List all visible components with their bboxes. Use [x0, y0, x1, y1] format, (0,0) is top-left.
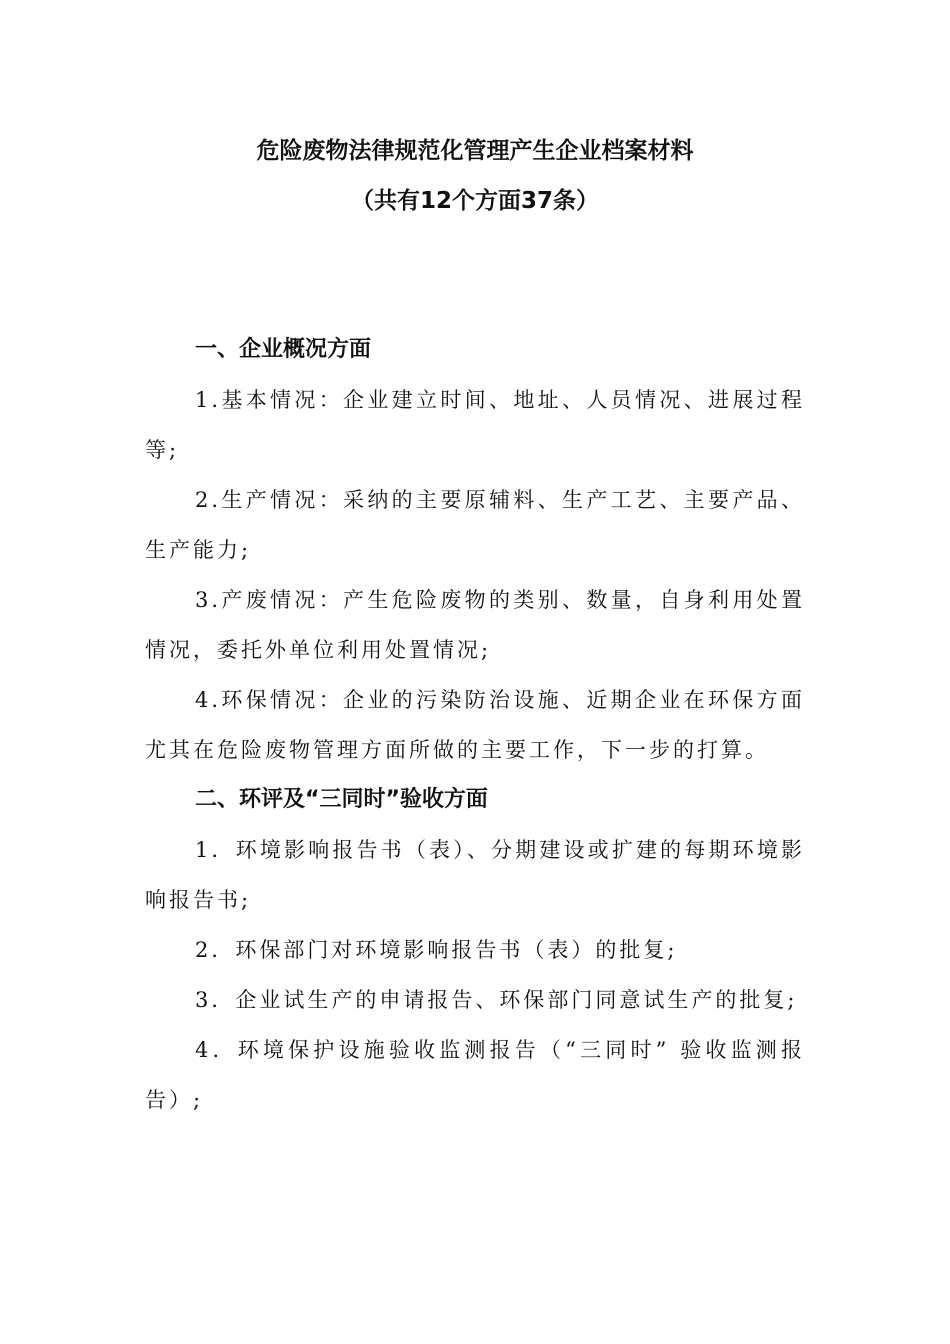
document-title: 危险废物法律规范化管理产生企业档案材料 — [256, 138, 694, 164]
list-item: 2．环保部门对环境影响报告书（表）的批复; — [195, 938, 678, 962]
list-item: 1．环境影响报告书（表）、分期建设或扩建的每期环境影响报告书; — [145, 838, 805, 912]
section-company-overview — [145, 325, 805, 775]
list-item: 2.生产情况：采纳的主要原辅料、生产工艺、主要产品、生产能力; — [145, 488, 805, 562]
section-heading: 二、环评及“三同时”验收方面 — [195, 787, 488, 812]
section-heading: 一、企业概况方面 — [195, 337, 372, 362]
list-item: 4．环境保护设施验收监测报告（“三同时” 验收监测报告）; — [145, 1038, 805, 1112]
document-body — [145, 325, 805, 1125]
list-item: 1.基本情况：企业建立时间、地址、人员情况、进展过程等; — [145, 388, 805, 462]
list-item: 3．企业试生产的申请报告、环保部门同意试生产的批复; — [195, 988, 798, 1012]
document-subtitle: （共有12个方面37条） — [350, 188, 599, 214]
list-item: 4.环保情况：企业的污染防治设施、近期企业在环保方面尤其在危险废物管理方面所做的主要工作，下一步的打算。 — [145, 688, 805, 762]
section-eia-acceptance — [145, 775, 805, 1125]
list-item: 3.产废情况：产生危险废物的类别、数量，自身利用处置情况，委托外单位利用处置情况; — [145, 588, 805, 662]
